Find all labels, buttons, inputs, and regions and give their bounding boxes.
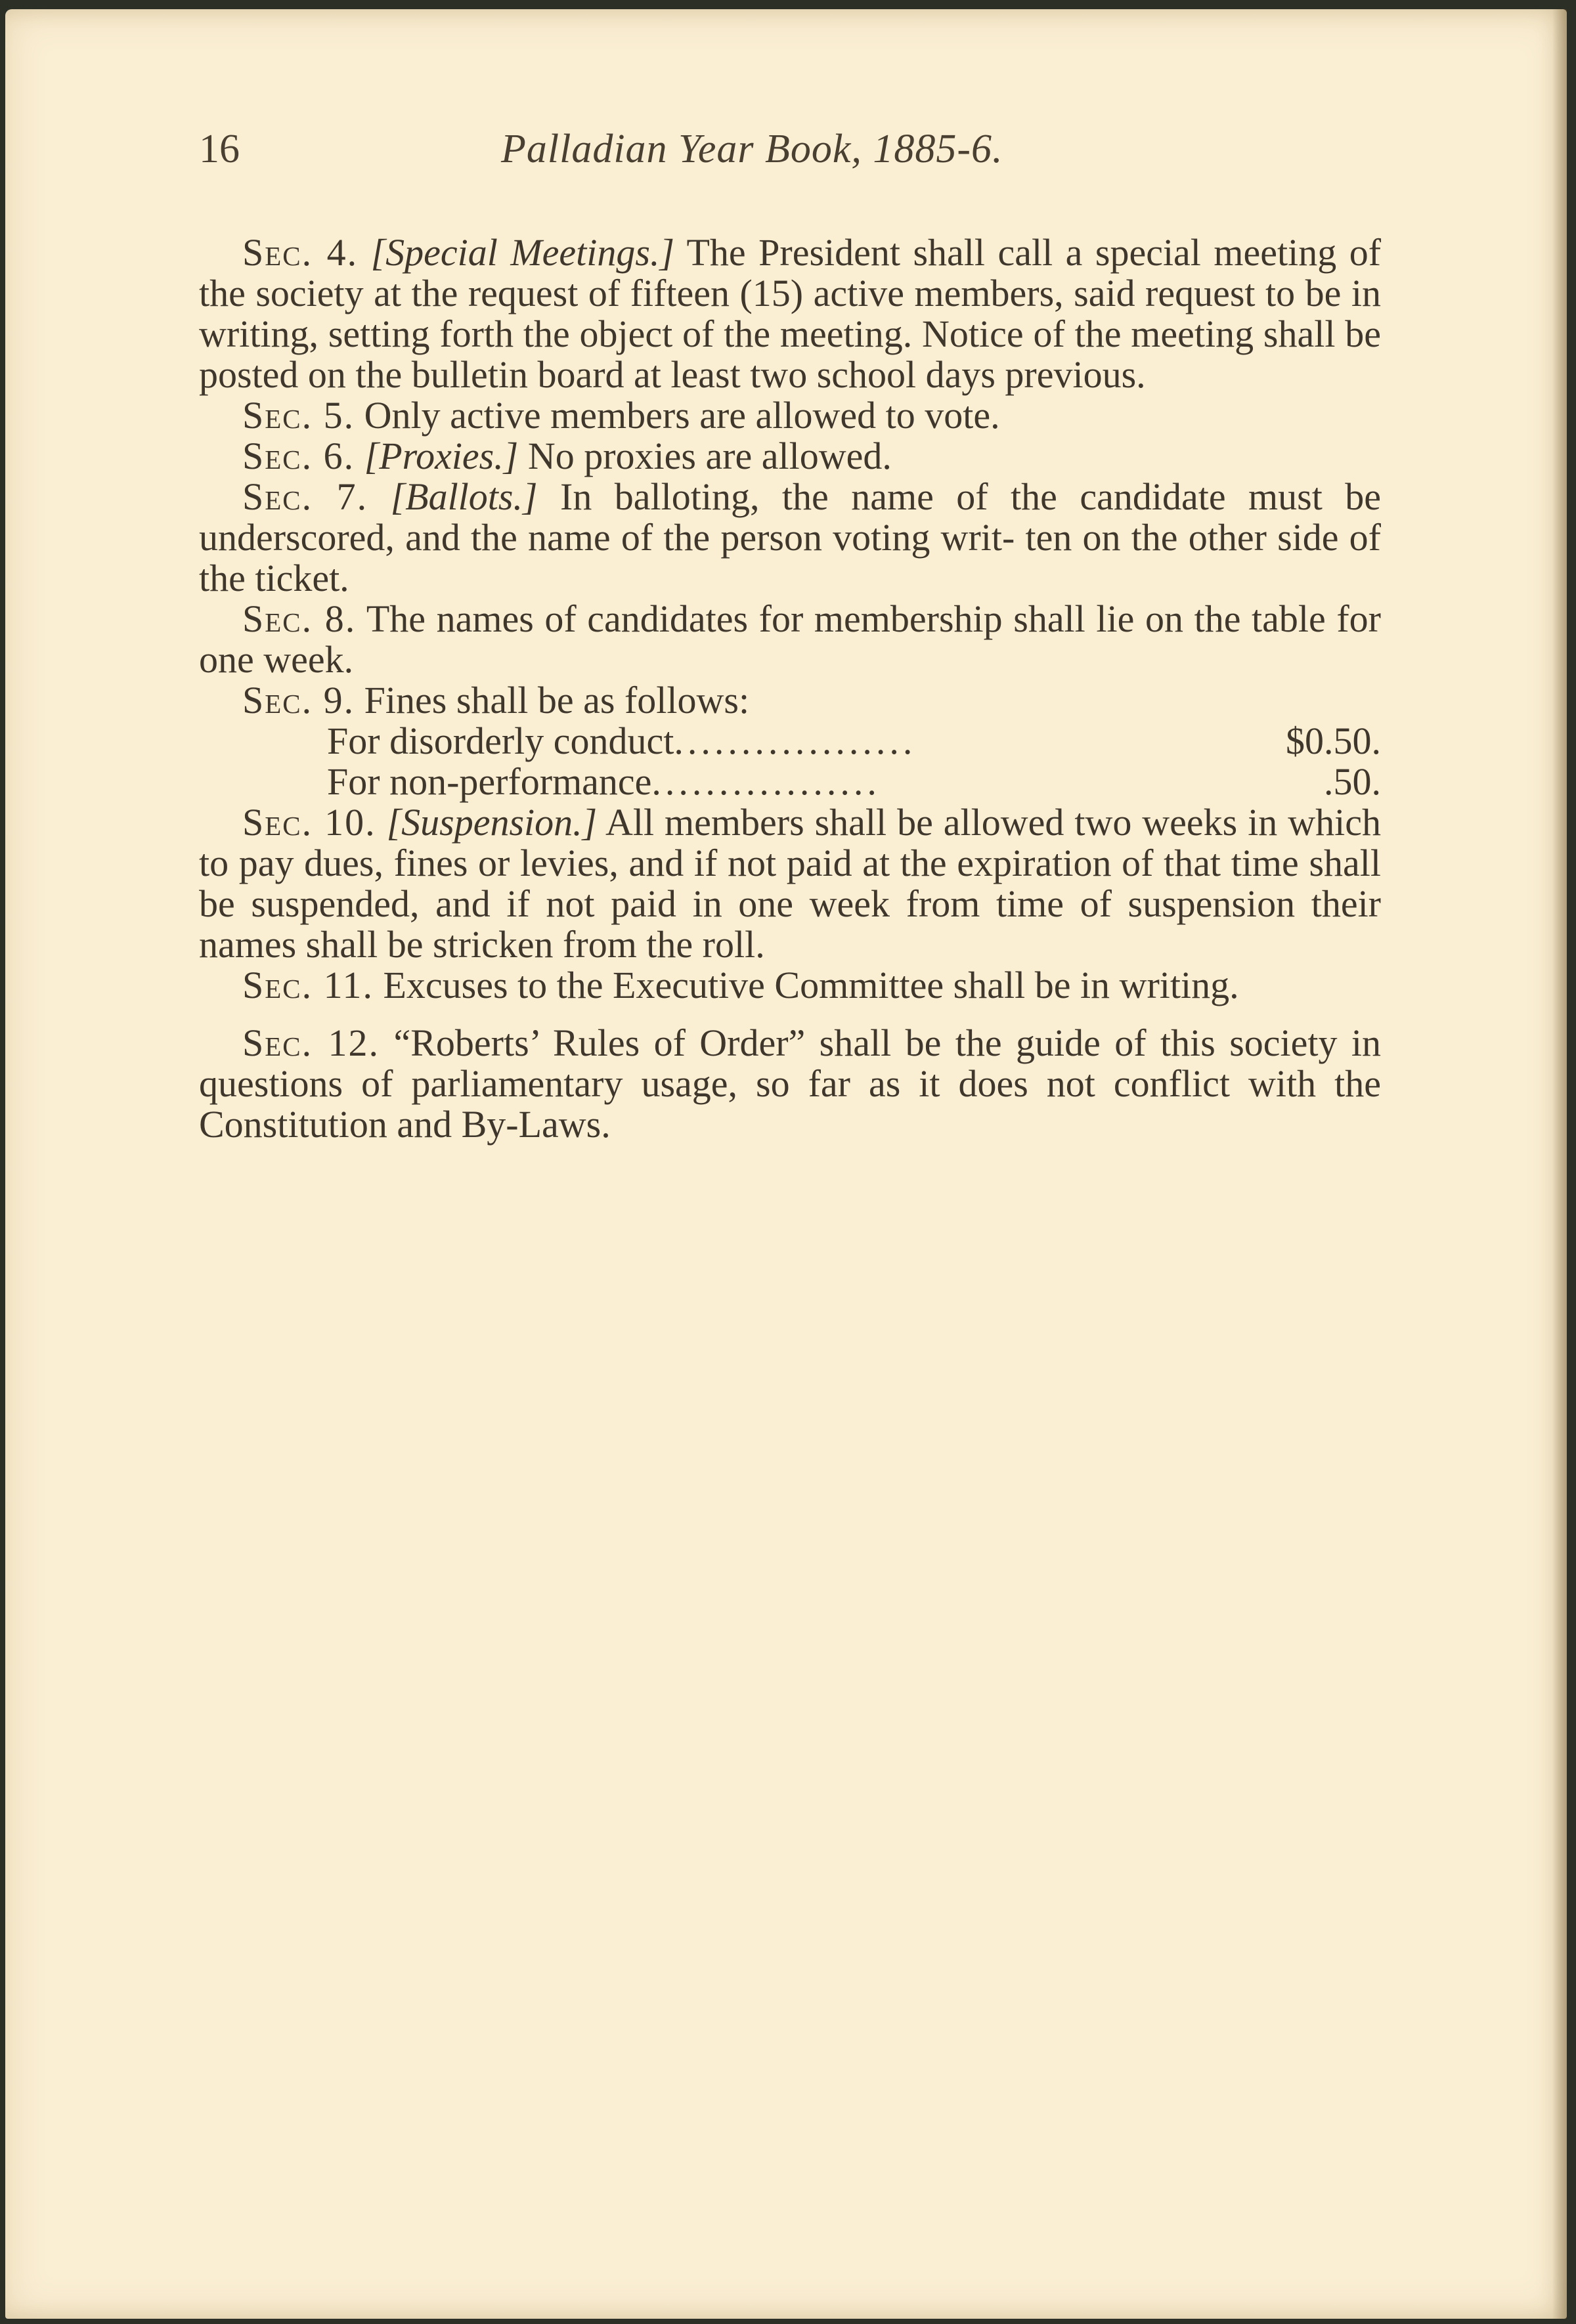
page-number: 16 bbox=[199, 127, 240, 171]
section-label: Sec. 5. bbox=[242, 394, 355, 437]
section-label: Sec. 10. bbox=[242, 801, 376, 844]
section-8 bbox=[199, 599, 1381, 680]
fine-row bbox=[199, 721, 1381, 762]
section-text: No proxies are allowed. bbox=[527, 435, 892, 477]
section-text: All members shall be allowed two weeks in which to pay dues, fines or levies, and if not paid at the expiration of that time shall be suspended, and if not paid in one week from time of suspension their names shall be stricken from the roll. bbox=[199, 801, 1382, 966]
fine-amount: $0.50. bbox=[1286, 720, 1381, 762]
fine-amount: .50. bbox=[1324, 760, 1381, 803]
section-heading: [Special Meetings.] bbox=[370, 231, 675, 274]
section-text: The names of candidates for membership shall lie on the table for one week. bbox=[199, 597, 1381, 681]
section-label: Sec. 4. bbox=[242, 231, 359, 274]
section-label: Sec. 6. bbox=[242, 435, 355, 477]
section-text: “Roberts’ Rules of Order” shall be the guide of this society in questions of parliamentary usage, so far as it does not conflict with the Constitution and By-Laws. bbox=[199, 1022, 1381, 1146]
section-10 bbox=[199, 802, 1381, 965]
fine-item: For non-performance bbox=[327, 760, 652, 803]
section-text: Fines shall be as follows: bbox=[364, 679, 750, 721]
section-label: Sec. 9. bbox=[242, 679, 355, 721]
section-7 bbox=[199, 477, 1381, 599]
fine-item: For disorderly conduct bbox=[327, 720, 674, 762]
section-5 bbox=[199, 395, 1381, 436]
section-4 bbox=[199, 232, 1381, 395]
section-text: Only active members are allowed to vote. bbox=[364, 394, 1000, 437]
section-label: Sec. 8. bbox=[242, 597, 357, 640]
section-heading: [Ballots.] bbox=[390, 475, 538, 518]
fine-leader-dots: .................. bbox=[674, 720, 917, 762]
section-heading: [Proxies.] bbox=[364, 435, 519, 477]
section-11 bbox=[199, 965, 1381, 1006]
section-text: The President shall call a special meeting of the society at the request of fifteen (15) active members, said request to be in writing, setting forth the object of the meeting. Notice of the meeting shall be posted on the bulletin board at least two school days previous. bbox=[199, 231, 1382, 396]
section-12 bbox=[199, 1023, 1381, 1145]
section-label: Sec. 11. bbox=[242, 964, 374, 1006]
fine-row bbox=[199, 762, 1381, 802]
section-text: Excuses to the Executive Committee shall be in writing. bbox=[383, 964, 1239, 1006]
section-label: Sec. 12. bbox=[242, 1022, 380, 1064]
paragraph-spacer bbox=[199, 1006, 1381, 1023]
page-header bbox=[199, 126, 1066, 179]
section-9 bbox=[199, 680, 1381, 721]
section-heading: [Suspension.] bbox=[386, 801, 598, 844]
section-text: In balloting, the name of the candidate must be underscored, and the name of the person voting writ- ten on the other side of the ticket. bbox=[199, 475, 1382, 599]
fine-leader-dots: ................. bbox=[651, 760, 881, 803]
book-page bbox=[5, 9, 1567, 2319]
page-edge-shadow bbox=[1552, 9, 1567, 2319]
section-6 bbox=[199, 436, 1381, 477]
section-label: Sec. 7. bbox=[242, 475, 368, 518]
page-body bbox=[199, 232, 1381, 1145]
running-title: Palladian Year Book, 1885-6. bbox=[501, 127, 1003, 171]
